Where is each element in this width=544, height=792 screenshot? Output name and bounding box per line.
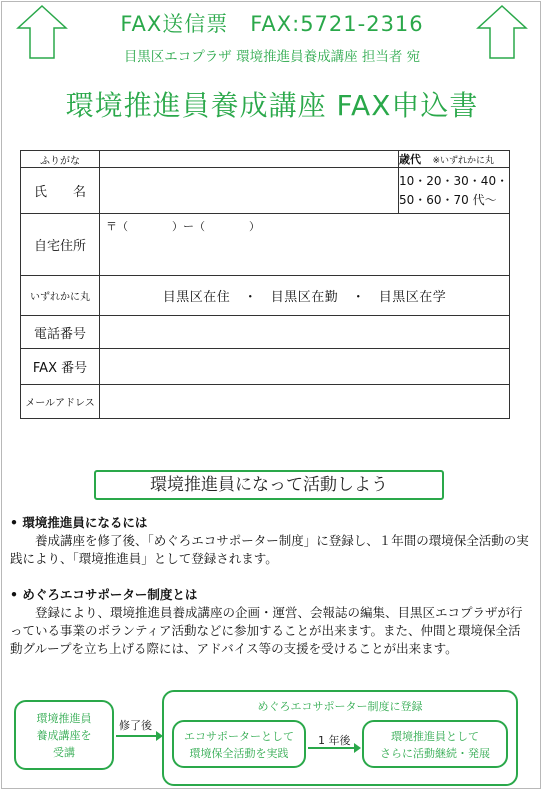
page-title: 環境推進員養成講座 FAX申込書 bbox=[65, 89, 479, 122]
age-header bbox=[399, 151, 510, 168]
residence-choice[interactable]: 目黒区在住 ・ 目黒区在勤 ・ 目黒区在学 bbox=[100, 276, 510, 316]
furigana-label: ふりがな bbox=[21, 151, 100, 168]
fax-number-line: FAX送信票 FAX:5721-2316 bbox=[120, 12, 424, 36]
age-label: 歳代 bbox=[399, 153, 421, 166]
name-field[interactable] bbox=[100, 168, 399, 214]
recipient-line: 目黒区エコプラザ 環境推進員養成講座 担当者 宛 bbox=[123, 49, 421, 65]
flow-step-course bbox=[14, 700, 114, 770]
flow-arrow2-label: 1 年後 bbox=[318, 734, 351, 747]
flow-step3-line2: さらに活動継続・発展 bbox=[380, 747, 490, 760]
section2-heading: • めぐろエコサポーター制度とは bbox=[10, 587, 198, 602]
flow-step3-line1: 環境推進員として bbox=[391, 730, 479, 743]
age-options-line2: 50・60・70 代〜 bbox=[399, 192, 497, 207]
age-options-line1: 10・20・30・40・ bbox=[399, 173, 509, 188]
flow-arrow1-icon bbox=[116, 730, 164, 742]
flow-arrow2-icon bbox=[308, 742, 362, 754]
choice-label: いずれかに丸 bbox=[21, 276, 100, 316]
section-become-promoter bbox=[10, 514, 530, 568]
flow-step2-line2: 環境保全活動を実践 bbox=[189, 747, 289, 760]
banner-heading: 環境推進員になって活動しよう bbox=[94, 470, 444, 500]
phone-field[interactable] bbox=[100, 316, 510, 349]
flow-step1-line3: 受講 bbox=[53, 746, 75, 759]
flow-step2-line1: エコサポーターとして bbox=[184, 730, 294, 743]
phone-label: 電話番号 bbox=[21, 316, 100, 349]
application-form bbox=[20, 150, 510, 419]
age-note: ※いずれかに丸 bbox=[432, 156, 495, 166]
section2-body: 登録により、環境推進員養成講座の企画・運営、会報誌の編集、目黒区エコプラザが行っている事業のボランティア活動などに参加することが出来ます。また、仲間と環境保全活動グループを立ち上げる際には、アドバイス等の支援を受けることが出来ます。 bbox=[10, 605, 523, 656]
flow-group-title: めぐろエコサポーター制度に登録 bbox=[257, 700, 423, 713]
fax-field[interactable] bbox=[100, 349, 510, 385]
fax-label: FAX 番号 bbox=[21, 349, 100, 385]
section1-heading: • 環境推進員になるには bbox=[10, 515, 148, 530]
flow-step-practice bbox=[172, 720, 306, 768]
address-label: 自宅住所 bbox=[21, 214, 100, 276]
postal-code-template: 〒（ ）ー（ ） bbox=[106, 220, 260, 233]
furigana-field[interactable] bbox=[100, 151, 399, 168]
flow-step1-line1: 環境推進員 bbox=[36, 712, 92, 725]
flow-arrow1-label: 修了後 bbox=[119, 719, 152, 732]
flow-step1-line2: 養成講座を bbox=[36, 729, 92, 742]
name-label: 氏 名 bbox=[21, 168, 100, 214]
address-field[interactable] bbox=[100, 214, 510, 276]
email-field[interactable] bbox=[100, 385, 510, 419]
flow-step-promoter bbox=[362, 720, 508, 768]
section-eco-supporter bbox=[10, 586, 530, 658]
age-options[interactable] bbox=[399, 168, 510, 214]
email-label: メールアドレス bbox=[21, 385, 100, 419]
section1-body: 養成講座を修了後、「めぐろエコサポーター制度」に登録し、１年間の環境保全活動の実践により、「環境推進員」として登録されます。 bbox=[10, 533, 529, 566]
